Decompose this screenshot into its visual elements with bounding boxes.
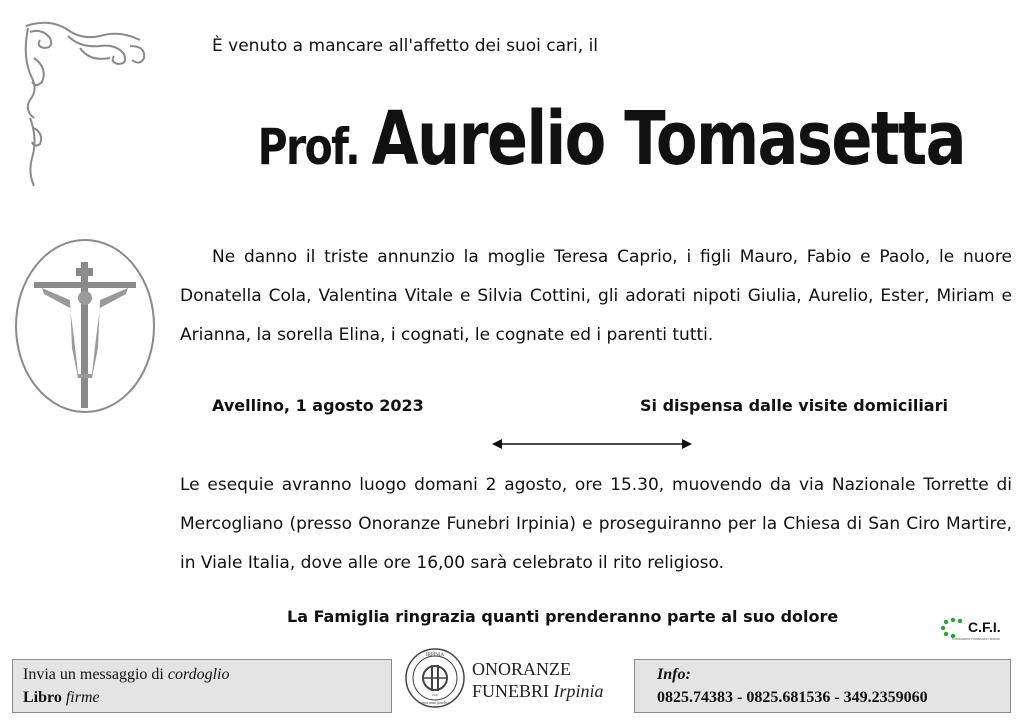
honorific-title: Prof. [257,118,360,176]
condolence-box[interactable] [12,659,392,713]
double-arrow-divider [490,436,694,452]
corner-flourish-ornament [20,18,160,188]
cfi-logo-subtitle: CONSORZIO FUNERARIO IRPINO [952,637,1000,641]
info-box [634,659,1011,713]
guestbook-link[interactable]: Libro firme [23,689,100,706]
place-date: Avellino, 1 agosto 2023 [212,396,424,415]
condolence-link[interactable]: Invia un messaggio di cordoglio [23,666,230,683]
agency-seal-bottom: onoranze funebri [421,700,449,705]
agency-name: ONORANZE FUNEBRI Irpinia [472,659,604,701]
cfi-logo-icon [940,617,966,639]
agency-seal-text: IRPINIA [425,653,445,658]
intro-text: È venuto a mancare all'affetto dei suoi cari, il [212,36,599,56]
crucifix-icon [14,238,156,414]
phone-numbers[interactable]: 0825.74383 - 0825.681536 - 349.2359060 [657,689,928,706]
no-home-visits-note: Si dispensa dalle visite domiciliari [640,396,948,415]
deceased-full-name: Aurelio Tomasetta [371,96,965,182]
family-announcement: Ne danno il triste annunzio la moglie Teresa Caprio, i figli Mauro, Fabio e Paolo, le nuore Donatella Cola, Valentina Vitale e Silvia Cottini, gli adorati nipoti Giulia, Aurelio, Ester, Miriam e Arianna, la sorella Elina, i cognati, le cognate ed i parenti tutti. [180,247,1012,345]
cfi-logo [940,617,1016,643]
funeral-details: Le esequie avranno luogo domani 2 agosto, ore 15.30, muovendo da via Nazionale Torrette di Mercogliano (presso Onoranze Funebri Irpinia) e proseguiranno per la Chiesa di San Ciro Martire, in Viale Italia, dove alle ore 16,00 sarà celebrato il rito religioso. [180,475,1012,573]
agency-seal-icon [404,647,466,709]
agency-seal-year: 1920 [432,693,438,697]
cfi-logo-label: C.F.I. [968,619,1001,635]
family-thanks: La Famiglia ringrazia quanti prenderanno parte al suo dolore [287,607,839,626]
deceased-name [180,96,1000,182]
info-label: Info: [657,666,691,683]
